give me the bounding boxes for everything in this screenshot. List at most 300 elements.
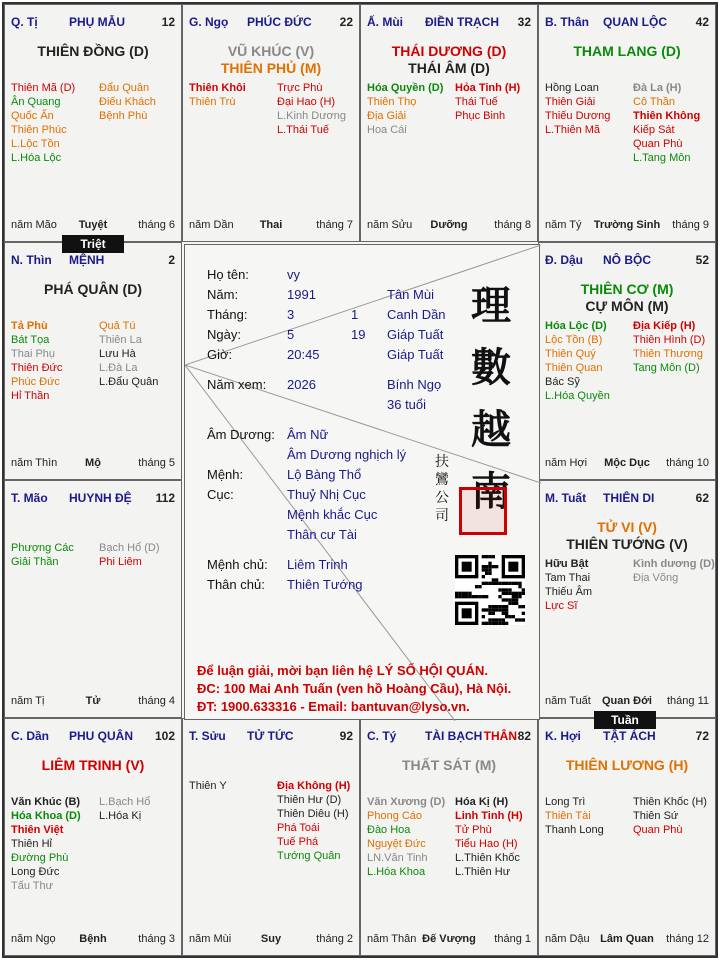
minor-star: Thiên Thương — [633, 348, 704, 360]
menhchu-value: Liêm Trinh — [287, 557, 348, 572]
minor-star: Quan Phù — [633, 138, 683, 150]
tieu-han-year: năm Sửu — [367, 219, 413, 231]
main-stars — [183, 43, 359, 77]
minor-star: Bạch Hổ (D) — [99, 542, 160, 554]
tieu-han-year: năm Hợi — [545, 457, 588, 469]
tieu-han-year: năm Thìn — [11, 457, 58, 469]
nguyet-han-month: tháng 3 — [138, 933, 175, 945]
minor-star: L.Hóa Khoa — [367, 866, 426, 878]
amduong-note: Âm Dương nghịch lý — [287, 447, 407, 462]
ho-ten-label: Họ tên: — [207, 267, 249, 282]
minor-stars-right — [633, 81, 700, 165]
minor-stars-right — [633, 557, 715, 585]
minor-star: Phượng Các — [11, 542, 74, 554]
minor-star: Thiên Tài — [545, 810, 591, 822]
ngay-am: Giáp Tuất — [387, 327, 444, 342]
minor-stars-left — [545, 81, 610, 137]
truong-sinh: Quan Đới — [602, 695, 652, 707]
palace-major-cycle: 2 — [168, 253, 175, 267]
minor-star: L.Hóa Kị — [99, 810, 142, 822]
palace-name: TÀI BẠCH — [425, 729, 483, 743]
minor-star: Giải Thần — [11, 556, 59, 568]
seal-char: 扶 — [435, 454, 449, 470]
minor-star: L.Bạch Hổ — [99, 796, 151, 808]
palace-footer — [367, 933, 531, 947]
palace-header — [545, 253, 709, 267]
minor-star: Thiếu Âm — [545, 586, 593, 598]
main-star: LIÊM TRINH (V) — [41, 757, 145, 773]
minor-stars-left — [367, 81, 443, 137]
red-seal-stamp — [459, 487, 507, 535]
palace-header — [545, 491, 709, 505]
palace-major-cycle: 102 — [154, 729, 175, 743]
minor-stars-left — [367, 795, 445, 879]
minor-star: L.Hóa Lộc — [11, 152, 62, 164]
minor-star: Lực Sĩ — [545, 600, 578, 612]
minor-star: Tử Phù — [455, 824, 492, 836]
palace-tat-ach[interactable] — [538, 718, 716, 956]
minor-star: Địa Giải — [367, 110, 407, 122]
minor-star: Quả Tú — [99, 320, 136, 332]
minor-star: Thiếu Dương — [545, 110, 611, 122]
minor-star: Nguyệt Đức — [367, 838, 426, 850]
palace-footer — [545, 219, 709, 233]
palace-name: TẬT ÁCH — [603, 729, 656, 743]
minor-star: Tang Môn (D) — [633, 362, 700, 374]
palace-can-chi: N. Thìn — [11, 253, 52, 267]
palace-thien-di[interactable] — [538, 480, 716, 718]
minor-star: Thiên Quý — [545, 348, 596, 360]
tieu-han-year: năm Ngọ — [11, 933, 56, 945]
nguyet-han-month: tháng 6 — [138, 219, 175, 231]
palace-major-cycle: 62 — [695, 491, 709, 505]
palace-phuc-duc[interactable] — [182, 4, 360, 242]
main-star: CỰ MÔN (M) — [585, 298, 669, 314]
minor-stars-left — [11, 81, 75, 165]
nguyet-han-month: tháng 2 — [316, 933, 353, 945]
palace-footer — [545, 933, 709, 947]
cuc-relation: Mệnh khắc Cục — [287, 507, 378, 522]
palace-phu-mau[interactable] — [4, 4, 182, 242]
minor-star: Hóa Khoa (D) — [11, 810, 81, 822]
palace-footer — [189, 933, 353, 947]
palace-no-boc[interactable] — [538, 242, 716, 480]
minor-star: Thiên Giải — [545, 96, 596, 108]
menhchu-label: Mệnh chủ: — [207, 557, 268, 572]
gio-am: Giáp Tuất — [387, 347, 444, 362]
minor-star: Thiên Sứ — [633, 810, 679, 822]
minor-star: Tả Phù — [11, 320, 48, 332]
minor-star: L.Kinh Dương — [277, 110, 347, 122]
minor-star: Đẩu Quân — [99, 82, 150, 94]
main-stars — [539, 519, 715, 553]
menh-value: Lộ Bàng Thổ — [287, 467, 362, 482]
palace-can-chi: G. Ngọ — [189, 15, 229, 29]
palace-can-chi: K. Hợi — [545, 729, 581, 743]
minor-star: L.Hóa Quyền — [545, 390, 610, 402]
palace-phu-quan[interactable] — [4, 718, 182, 956]
minor-star: Quốc Ấn — [11, 110, 54, 122]
minor-star: Địa Võng — [633, 572, 679, 584]
main-star: THIÊN CƠ (M) — [580, 281, 674, 297]
truong-sinh: Mộc Dục — [604, 457, 650, 469]
minor-stars-right — [277, 779, 350, 863]
minor-stars-right — [277, 81, 346, 137]
truong-sinh: Suy — [260, 933, 282, 945]
thang-am: Canh Dần — [387, 307, 446, 322]
minor-star: Đường Phù — [11, 852, 69, 864]
calligraphy-logo — [425, 275, 525, 545]
minor-stars-left — [189, 779, 227, 793]
minor-star: Thiên Không — [633, 110, 701, 122]
thanchu-value: Thiên Tướng — [287, 577, 363, 592]
minor-star: Lưu Hà — [99, 348, 136, 360]
ngay-duong: 5 — [287, 327, 295, 342]
palace-name: PHU QUÂN — [69, 729, 134, 743]
minor-star: Kiếp Sát — [633, 124, 675, 136]
palace-header — [189, 729, 353, 743]
minor-star: Ân Quang — [11, 96, 61, 108]
main-star: PHÁ QUÂN (D) — [44, 281, 142, 297]
palace-header — [11, 253, 175, 267]
minor-star: Bát Tọa — [11, 334, 50, 346]
palace-major-cycle: 82 — [517, 729, 531, 743]
minor-star: L.Thiên Hư — [455, 866, 511, 878]
palace-footer — [189, 219, 353, 233]
palace-footer — [11, 695, 175, 709]
minor-star: Bác Sỹ — [545, 376, 580, 388]
minor-star: Hỉ Thần — [11, 390, 50, 402]
nam-label: Năm: — [207, 287, 239, 302]
minor-star: Hóa Lộc (D) — [545, 320, 607, 332]
tieu-han-year: năm Mão — [11, 219, 57, 231]
truong-sinh: Bệnh — [79, 933, 107, 945]
seal-char: 公 — [435, 490, 449, 506]
minor-stars-right — [99, 541, 160, 569]
palace-can-chi: C. Tý — [367, 729, 397, 743]
palace-footer — [545, 695, 709, 709]
minor-stars-right — [99, 319, 158, 389]
palace-header — [367, 729, 531, 743]
truong-sinh: Dưỡng — [430, 219, 468, 231]
menh-label: Mệnh: — [207, 467, 244, 482]
amduong-label: Âm Dương: — [207, 427, 275, 442]
thang-label: Tháng: — [207, 307, 248, 322]
minor-stars-right — [99, 81, 156, 123]
nguyet-han-month: tháng 9 — [672, 219, 709, 231]
minor-star: Địa Không (H) — [277, 780, 351, 792]
minor-star: Thiên Phúc — [11, 124, 67, 136]
main-stars — [361, 43, 537, 77]
minor-stars-left — [189, 81, 246, 109]
cuc-label: Cục: — [207, 487, 234, 502]
gio-label: Giờ: — [207, 347, 233, 362]
palace-can-chi: Q. Tị — [11, 15, 38, 29]
calligraphy-char: 越 — [471, 406, 511, 453]
main-star: TỬ VI (V) — [597, 519, 657, 535]
main-stars — [539, 43, 715, 60]
truong-sinh: Thai — [259, 219, 283, 231]
tieu-han-year: năm Dần — [189, 219, 234, 231]
minor-star: Thiên Mã (D) — [11, 82, 76, 94]
minor-star: Thiên Đức — [11, 362, 63, 374]
minor-star: Cô Thần — [633, 96, 675, 108]
palace-header — [189, 15, 353, 29]
palace-footer — [11, 457, 175, 471]
main-stars — [539, 757, 715, 774]
truong-sinh: Tử — [85, 695, 101, 707]
palace-major-cycle: 112 — [155, 491, 175, 505]
palace-name: PHÚC ĐỨC — [247, 15, 312, 29]
minor-star: Kình dương (D) — [633, 558, 715, 570]
palace-footer — [11, 219, 175, 233]
minor-stars-left — [11, 319, 62, 403]
minor-star: Hóa Kị (H) — [455, 796, 509, 808]
minor-star: Thiên Thọ — [367, 96, 417, 108]
than-label: THÂN — [483, 729, 517, 743]
main-stars — [5, 43, 181, 60]
minor-star: Linh Tinh (H) — [455, 810, 523, 822]
minor-star: Trực Phù — [277, 82, 323, 94]
palace-major-cycle: 12 — [161, 15, 175, 29]
minor-star: Hỏa Tinh (H) — [455, 82, 521, 94]
calligraphy-char: 南 — [471, 468, 511, 515]
minor-stars-left — [545, 319, 610, 403]
tieu-han-year: năm Tị — [11, 695, 45, 707]
minor-star: Địa Kiếp (H) — [633, 320, 696, 332]
cuc-value: Thuỷ Nhị Cục — [287, 487, 366, 502]
palace-header — [367, 15, 531, 29]
ngay-label: Ngày: — [207, 327, 241, 342]
palace-header — [11, 729, 175, 743]
thang-duong: 3 — [287, 307, 295, 322]
minor-star: LN.Văn Tinh — [367, 852, 428, 864]
seal-char: 司 — [435, 508, 449, 524]
qr-code-icon[interactable] — [455, 555, 525, 625]
tuoi: 36 tuổi — [387, 397, 427, 412]
minor-star: Tam Thai — [545, 572, 591, 584]
nguyet-han-month: tháng 4 — [138, 695, 175, 707]
main-stars — [5, 281, 181, 298]
minor-star: Thanh Long — [545, 824, 604, 836]
calligraphy-char: 理 — [471, 282, 511, 329]
minor-star: Long Đức — [11, 866, 60, 878]
minor-star: Thái Tuế — [455, 96, 498, 108]
minor-star: Hồng Loan — [545, 82, 599, 94]
main-star: THAM LANG (D) — [573, 43, 681, 59]
contact-address: ĐC: 100 Mai Anh Tuấn (ven hồ Hoàng Cầu), Hà Nội. — [197, 681, 512, 696]
minor-star: Thiên Quan — [545, 362, 603, 374]
palace-can-chi: B. Thân — [545, 15, 589, 29]
minor-star: L.Thiên Khốc — [455, 852, 520, 864]
tieu-han-year: năm Mùi — [189, 933, 232, 945]
palace-name: TỬ TỨC — [247, 729, 294, 743]
nam-am: Tân Mùi — [387, 287, 434, 302]
palace-huynh-de[interactable] — [4, 480, 182, 718]
truong-sinh: Lâm Quan — [600, 933, 654, 945]
contact-phone-email[interactable]: ĐT: 1900.633316 - Email: bantuvan@lyso.vn. — [197, 699, 470, 714]
nguyet-han-month: tháng 8 — [494, 219, 531, 231]
main-star: THIÊN ĐỒNG (D) — [37, 43, 149, 59]
minor-star: Thiên Trù — [189, 96, 236, 108]
palace-major-cycle: 72 — [695, 729, 709, 743]
palace-can-chi: M. Tuất — [545, 491, 587, 505]
palace-name: ĐIỀN TRẠCH — [425, 15, 499, 29]
nam-value: 1991 — [287, 287, 316, 302]
truong-sinh: Mộ — [85, 457, 101, 469]
nguyet-han-month: tháng 5 — [138, 457, 175, 469]
minor-star: L.Lộc Tồn — [11, 138, 60, 150]
minor-star: Thiên La — [99, 334, 142, 346]
palace-can-chi: Đ. Dậu — [545, 253, 584, 267]
minor-star: Tuế Phá — [277, 836, 319, 848]
minor-star: L.Tang Môn — [633, 152, 691, 164]
minor-star: Thiên Khôi — [189, 82, 246, 94]
nguyet-han-month: tháng 12 — [666, 933, 709, 945]
palace-major-cycle: 52 — [695, 253, 709, 267]
amduong-value: Âm Nữ — [287, 427, 329, 442]
palace-can-chi: T. Mão — [11, 491, 48, 505]
minor-star: Hữu Bật — [545, 558, 589, 570]
minor-star: Bệnh Phù — [99, 110, 148, 122]
tieu-han-year: năm Thân — [367, 933, 417, 945]
minor-stars-left — [11, 541, 74, 569]
main-star: THIÊN PHỦ (M) — [220, 60, 322, 76]
minor-stars-right — [633, 795, 707, 837]
palace-menh[interactable] — [4, 242, 182, 480]
minor-star: Tấu Thư — [11, 880, 54, 892]
calligraphy-char: 數 — [471, 344, 511, 391]
minor-star: Thiên Hình (D) — [633, 334, 706, 346]
palace-name: QUAN LỘC — [603, 15, 667, 29]
minor-star: Thiên Khốc (H) — [633, 796, 707, 808]
truong-sinh: Trường Sinh — [593, 219, 661, 231]
truong-sinh: Tuyệt — [78, 219, 108, 231]
minor-star: Thiên Diêu (H) — [277, 808, 349, 820]
minor-star: Tiểu Hao (H) — [455, 838, 518, 850]
tieu-han-year: năm Dậu — [545, 933, 590, 945]
minor-star: Phục Binh — [455, 110, 506, 122]
minor-star: Đà La (H) — [633, 82, 682, 94]
main-star: THẤT SÁT (M) — [401, 757, 497, 773]
contact-line-1: Để luận giải, mời bạn liên hệ LÝ SỐ HỘI QUÁN. — [197, 663, 488, 678]
minor-star: L.Đà La — [99, 362, 138, 374]
palace-name: THIÊN DI — [603, 491, 655, 505]
palace-can-chi: T. Sửu — [189, 729, 226, 743]
tieu-han-year: năm Tý — [545, 219, 582, 231]
palace-tu-tuc[interactable] — [182, 718, 360, 956]
minor-star: Văn Xương (D) — [367, 796, 446, 808]
palace-tai-bach[interactable] — [360, 718, 538, 956]
thang-am-num: 1 — [351, 307, 359, 322]
minor-star: L.Đẩu Quân — [99, 376, 159, 388]
tuvi-chart — [2, 2, 718, 958]
palace-header — [11, 15, 175, 29]
nguyet-han-month: tháng 10 — [666, 457, 709, 469]
gio-value: 20:45 — [287, 347, 320, 362]
palace-header — [545, 15, 709, 29]
namxem-am: Bính Ngọ — [387, 377, 442, 392]
minor-star: L.Thiên Mã — [545, 124, 601, 136]
palace-quan-loc[interactable] — [538, 4, 716, 242]
minor-star: Điếu Khách — [99, 96, 156, 108]
minor-star: Hoa Cái — [367, 124, 407, 136]
ngay-am-num: 19 — [351, 327, 366, 342]
palace-can-chi: C. Dần — [11, 729, 50, 743]
tieu-han-year: năm Tuất — [545, 695, 591, 707]
minor-stars-right — [455, 81, 520, 123]
palace-major-cycle: 22 — [339, 15, 353, 29]
minor-star: Lộc Tồn (B) — [545, 334, 603, 346]
palace-name: NÔ BỘC — [603, 253, 651, 267]
tuan-marker: Tuần — [594, 711, 656, 729]
palace-major-cycle: 92 — [339, 729, 353, 743]
minor-star: Phong Cáo — [367, 810, 423, 822]
seal-char: 鸞 — [435, 472, 449, 488]
main-star: THÁI DƯƠNG (D) — [391, 43, 507, 59]
nguyet-han-month: tháng 1 — [494, 933, 531, 945]
palace-dien-trach[interactable] — [360, 4, 538, 242]
nguyet-han-month: tháng 11 — [666, 695, 709, 707]
main-stars — [539, 281, 715, 315]
main-star: THIÊN TƯỚNG (V) — [566, 536, 688, 552]
palace-name: MỆNH — [69, 253, 105, 267]
palace-name: PHỤ MẪU — [69, 15, 125, 29]
minor-star: Phúc Đức — [11, 376, 60, 388]
minor-star: Phá Toái — [277, 822, 320, 834]
namxem-value: 2026 — [287, 377, 316, 392]
main-star: THÁI ÂM (D) — [408, 60, 490, 76]
palace-footer — [367, 219, 531, 233]
minor-star: Long Trì — [545, 796, 586, 808]
namxem-label: Năm xem: — [207, 377, 267, 392]
minor-stars-left — [545, 795, 604, 837]
main-stars — [5, 757, 181, 774]
center-info-panel — [184, 244, 540, 720]
ho-ten-value: vy — [287, 267, 300, 282]
nguyet-han-month: tháng 7 — [316, 219, 353, 231]
palace-can-chi: Ấ. Mùi — [367, 15, 403, 29]
minor-stars-right — [633, 319, 705, 375]
minor-star: Hóa Quyền (D) — [367, 82, 444, 94]
minor-star: Đào Hoa — [367, 824, 411, 836]
palace-header — [11, 491, 175, 505]
minor-star: Quan Phù — [633, 824, 683, 836]
triet-marker: Triệt — [62, 235, 124, 253]
minor-stars-right — [99, 795, 150, 823]
minor-star: Thiên Hỉ — [11, 838, 52, 850]
minor-star: Thiên Hư (D) — [277, 794, 342, 806]
minor-star: Thiên Việt — [11, 824, 64, 836]
than-cu: Thân cư Tài — [287, 527, 357, 542]
palace-major-cycle: 32 — [517, 15, 531, 29]
minor-star: Phi Liêm — [99, 556, 142, 568]
palace-footer — [545, 457, 709, 471]
palace-major-cycle: 42 — [695, 15, 709, 29]
minor-star: Tướng Quân — [277, 850, 341, 862]
minor-star: L.Thái Tuế — [277, 124, 329, 136]
palace-footer — [11, 933, 175, 947]
minor-stars-left — [545, 557, 592, 613]
main-stars — [361, 757, 537, 774]
minor-star: Thai Phụ — [11, 348, 56, 360]
minor-stars-right — [455, 795, 523, 879]
minor-star: Đại Hao (H) — [277, 96, 336, 108]
truong-sinh: Đế Vượng — [422, 933, 476, 945]
main-star: THIÊN LƯƠNG (H) — [565, 757, 689, 773]
minor-stars-left — [11, 795, 81, 893]
minor-star: Thiên Y — [189, 780, 227, 792]
